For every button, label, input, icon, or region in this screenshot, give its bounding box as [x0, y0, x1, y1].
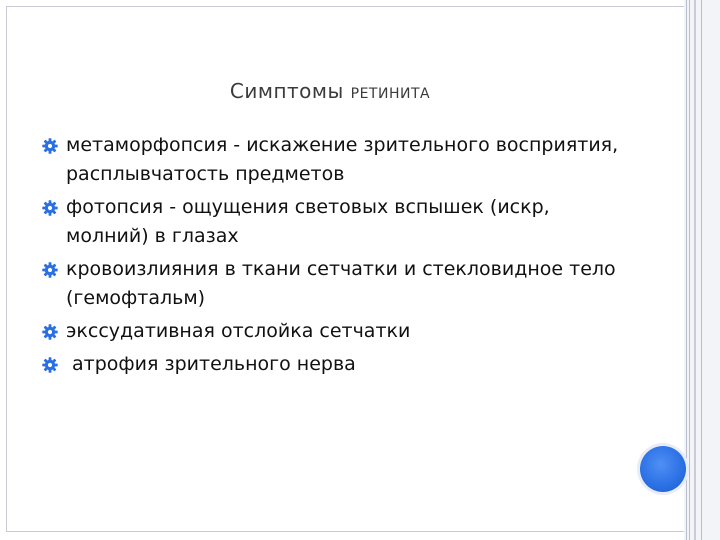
slide-title-main: Симптомы — [229, 79, 351, 103]
decorative-circle — [640, 446, 686, 492]
side-decoration-line — [689, 0, 690, 540]
gear-icon — [42, 200, 58, 216]
slide-title-small: РЕТИНИТА — [350, 86, 431, 102]
slide-title — [0, 79, 660, 103]
gear-icon — [42, 357, 58, 373]
list-item — [42, 193, 622, 251]
list-item — [42, 255, 622, 313]
side-decoration-line — [701, 0, 702, 540]
list-item-text: метаморфопсия - искажение зрительного восприятия, расплывчатость предметов — [66, 134, 619, 185]
gear-icon — [42, 138, 58, 154]
list-item-text: экссудативная отслойка сетчатки — [66, 320, 411, 342]
list-item — [42, 317, 622, 346]
symptom-list — [42, 131, 622, 383]
side-decoration-line — [686, 0, 687, 540]
list-item-text: кровоизлияния в ткани сетчатки и стекловидное тело (гемофтальм) — [66, 258, 616, 309]
list-item-text: атрофия зрительного нерва — [66, 353, 356, 375]
list-item — [42, 350, 622, 379]
side-decoration-line — [694, 0, 696, 540]
gear-icon — [42, 262, 58, 278]
gear-icon — [42, 324, 58, 340]
list-item — [42, 131, 622, 189]
list-item-text: фотопсия - ощущения световых вспышек (искр, молний) в глазах — [66, 196, 550, 247]
